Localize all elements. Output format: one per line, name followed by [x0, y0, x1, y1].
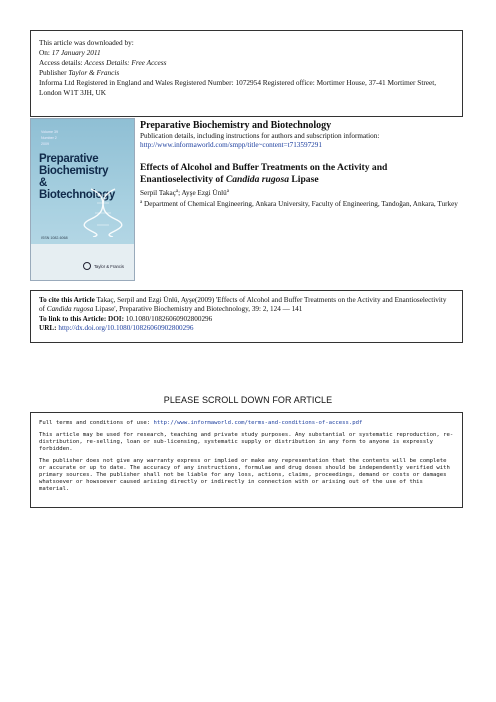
- author-1: Serpil Takaç: [140, 189, 176, 197]
- terms-url-link[interactable]: http://www.informaworld.com/terms-and-conditions-of-access.pdf: [153, 420, 363, 426]
- author-1-affil-mark: a: [175, 189, 179, 194]
- cite-this-article: [39, 296, 454, 315]
- url-line: [39, 324, 454, 333]
- publisher-logo-icon: [83, 262, 91, 270]
- terms-link-line: [39, 420, 454, 427]
- citation-box: [30, 290, 463, 343]
- journal-cover-image: [30, 118, 135, 281]
- affiliation-mark: a: [140, 200, 143, 205]
- cover-title: Preparative Biochemistry & Biotechnology: [39, 153, 115, 201]
- cover-year: 2009: [41, 142, 49, 146]
- article-url-link[interactable]: http://dx.doi.org/10.1080/10826060902800296: [56, 323, 194, 332]
- publisher-line: [39, 68, 454, 78]
- cite-text-2: Lipase', Preparative Biochemistry and Biotechnology, 39: 2, 124 — 141: [93, 305, 303, 314]
- download-date: 17 January 2011: [51, 48, 101, 57]
- cover-volume: Volume 39: [41, 130, 58, 134]
- cover-issn: ISSN 1082-6068: [41, 236, 68, 240]
- doi-line: [39, 315, 454, 324]
- cite-label: To cite this Article: [39, 296, 95, 304]
- downloaded-by-line: This article was downloaded by:: [39, 38, 134, 47]
- publisher-label: Publisher: [39, 68, 67, 77]
- publication-details: Publication details, including instructions for authors and subscription information:: [140, 132, 380, 140]
- terms-box: [30, 412, 463, 508]
- terms-disclaimer-paragraph: The publisher does not give any warranty express or implied or make any representation that the contents will be complete or accurate or up to date. The accuracy of any instructions, formulae and drug doses should be independently verified with primary sources. The publisher shall not be liable for any loss, actions, claims, proceedings, demand or costs or damages whatsoever or howsoever caused arising directly or indirectly in connection with or arising out of the use of this material.: [39, 458, 450, 492]
- doi-value[interactable]: 10.1080/10826060902800296: [124, 314, 213, 323]
- doi-label: To link to this Article: DOI:: [39, 314, 124, 323]
- informa-registration: Informa Ltd Registered in England and Wales Registered Number: 1072954 Registered office: Mortimer House, 37-41 Mortimer Street, London W1T 3JH, UK: [39, 78, 437, 97]
- article-title-part2: Lipase: [289, 174, 319, 185]
- on-label: On:: [39, 48, 50, 57]
- access-label: Access details:: [39, 58, 83, 67]
- terms-prefix: Full terms and conditions of use:: [39, 420, 154, 426]
- download-date-line: [39, 48, 454, 58]
- author-2: ; Ayşe Ezgi Ünlü: [178, 189, 227, 197]
- author-2-affil-mark: a: [226, 189, 230, 194]
- publisher-value: Taylor & Francis: [68, 68, 120, 77]
- cover-number: Number 2: [41, 136, 57, 140]
- journal-name: Preparative Biochemistry and Biotechnology: [140, 120, 332, 131]
- download-info-box: [30, 30, 463, 117]
- journal-url-link[interactable]: http://www.informaworld.com/smpp/title~content=t713597291: [140, 141, 322, 149]
- article-authors: [140, 187, 470, 198]
- cover-publisher: [83, 262, 124, 270]
- cover-volume-info: [41, 129, 58, 147]
- access-value: Access Details: Free Access: [84, 58, 167, 67]
- cite-species: Candida rugosa: [46, 305, 94, 314]
- publication-info: [140, 120, 470, 209]
- affiliation-text: Department of Chemical Engineering, Ankara University, Faculty of Engineering, Tandoğan, Ankara, Turkey: [142, 200, 458, 208]
- author-affiliation: [140, 198, 460, 209]
- article-title-part1: Effects of Alcohol and Buffer Treatments on the Activity and Enantioselectivity of: [140, 162, 388, 185]
- cite-text-1: Takaç, Serpil and Ezgi Ünlü, Ayşe(2009) 'Effects of Alcohol and Buffer Treatments on the Activity and Enantioselectivity of: [39, 296, 447, 314]
- cover-publisher-name: Taylor & Francis: [93, 263, 124, 269]
- access-details-line: [39, 58, 454, 68]
- scroll-notice: PLEASE SCROLL DOWN FOR ARTICLE: [163, 395, 333, 405]
- article-title: [140, 162, 460, 186]
- terms-usage-paragraph: This article may be used for research, teaching and private study purposes. Any substantial or systematic reproduction, re-distribution, re-selling, loan or sub-licensing, systematic supply or distribution in any form to anyone is expressly forbidden.: [39, 432, 454, 452]
- dna-helix-icon: [83, 187, 123, 237]
- url-label: URL:: [39, 323, 57, 332]
- article-title-species: Candida rugosa: [225, 174, 289, 185]
